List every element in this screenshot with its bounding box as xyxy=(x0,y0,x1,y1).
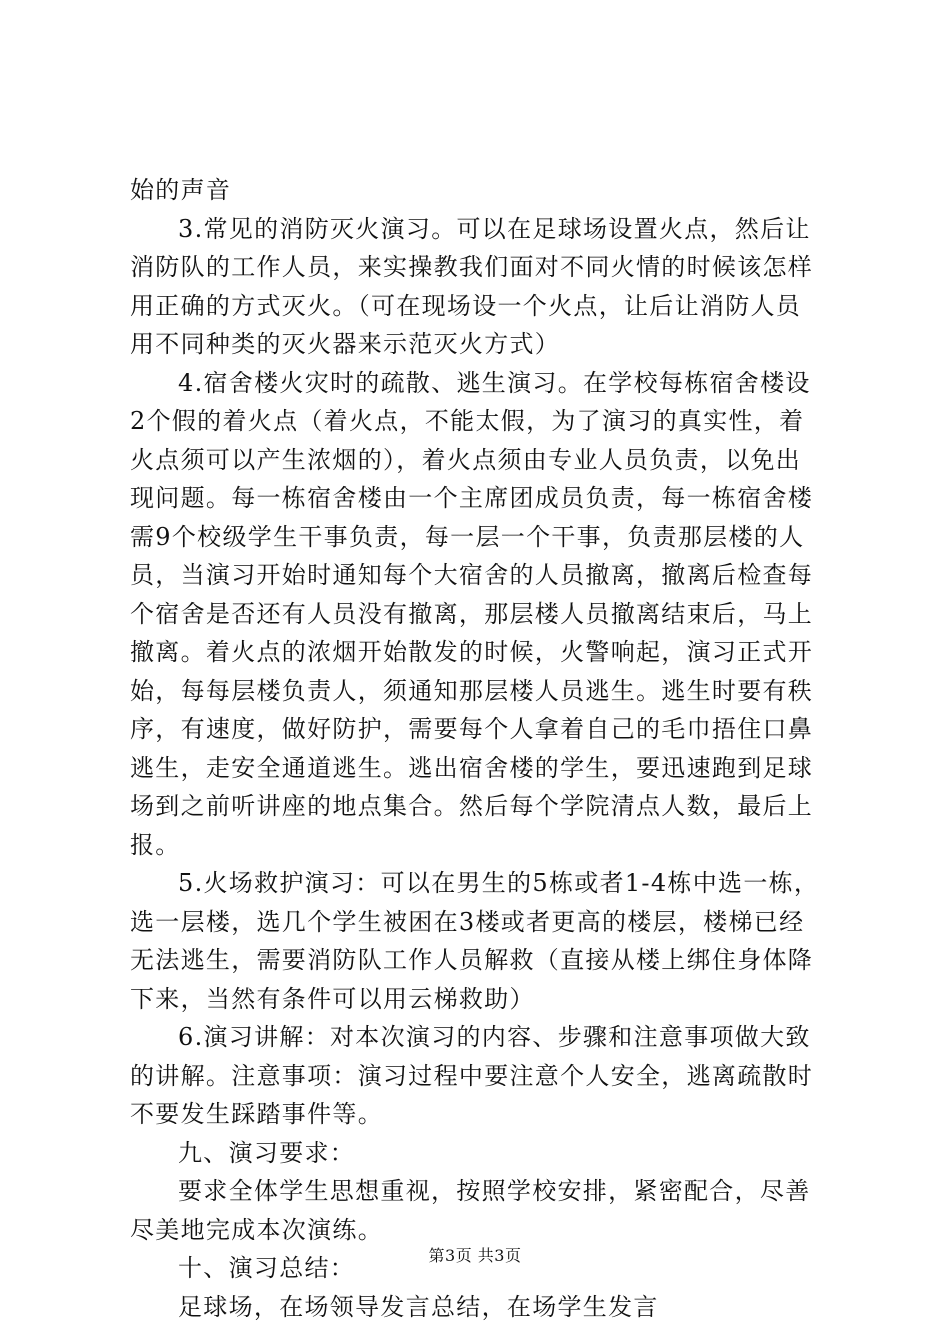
text-line: 十、演习总结： xyxy=(178,1254,356,1282)
text-line: 5.火场救护演习：可以在男生的5栋或者1-4栋中选一栋， xyxy=(178,869,820,897)
page-footer: 第3页 共3页 xyxy=(428,1246,522,1265)
text-line: 撤离。着火点的浓烟开始散发的时候，火警响起，演习正式开 xyxy=(130,638,814,666)
text-line: 的讲解。注意事项：演习过程中要注意个人安全，逃离疏散时 xyxy=(130,1061,814,1090)
text-line: 3.常见的消防灭火演习。可以在足球场设置火点，然后让 xyxy=(178,214,811,243)
text-line: 火点须可以产生浓烟的），着火点须由专业人员负责，以免出 xyxy=(130,445,802,474)
text-line: 消防队的工作人员，来实操教我们面对不同火情的时候该怎样 xyxy=(130,253,814,281)
text-line: 现问题。每一栋宿舍楼由一个主席团成员负责，每一栋宿舍楼 xyxy=(130,484,814,512)
text-line: 始的声音 xyxy=(130,176,232,204)
text-line: 尽美地完成本次演练。 xyxy=(130,1215,383,1244)
text-line: 员，当演习开始时通知每个大宿舍的人员撤离，撤离后检查每 xyxy=(130,561,814,589)
text-line: 九、演习要求： xyxy=(178,1138,356,1167)
text-line: 无法逃生，需要消防队工作人员解救（直接从楼上绑住身体降 xyxy=(130,946,814,974)
text-line: 始，每每层楼负责人，须通知那层楼人员逃生。逃生时要有秩 xyxy=(130,676,814,705)
text-line: 2个假的着火点（着火点，不能太假，为了演习的真实性，着 xyxy=(130,407,805,435)
text-line: 不要发生踩踏事件等。 xyxy=(130,1100,383,1128)
text-line: 4.宿舍楼火灾时的疏散、逃生演习。在学校每栋宿舍楼设 xyxy=(178,368,811,397)
text-line: 报。 xyxy=(130,830,181,859)
text-line: 足球场，在场领导发言总结，在场学生发言 xyxy=(178,1292,659,1321)
text-line: 要求全体学生思想重视，按照学校安排，紧密配合，尽善 xyxy=(178,1177,811,1205)
text-line: 序，有速度，做好防护，需要每个人拿着自己的毛巾捂住口鼻 xyxy=(130,715,814,743)
text-line: 需9个校级学生干事负责，每一层一个干事，负责那层楼的人 xyxy=(130,522,805,551)
text-line: 用不同种类的灭火器来示范灭火方式） xyxy=(130,330,561,358)
text-line: 选一层楼，选几个学生被困在3楼或者更高的楼层，楼梯已经 xyxy=(130,907,805,936)
text-line: 下来，当然有条件可以用云梯救助） xyxy=(130,984,535,1013)
text-line: 个宿舍是否还有人员没有撤离，那层楼人员撤离结束后，马上 xyxy=(130,599,814,628)
text-line: 用正确的方式灭火。（可在现场设一个火点，让后让消防人员 xyxy=(130,291,802,320)
document-body xyxy=(130,171,830,1326)
text-line: 逃生，走安全通道逃生。逃出宿舍楼的学生，要迅速跑到足球 xyxy=(130,753,814,782)
text-line: 6.演习讲解：对本次演习的内容、步骤和注意事项做大致 xyxy=(178,1023,811,1051)
text-line: 场到之前听讲座的地点集合。然后每个学院清点人数，最后上 xyxy=(130,792,814,820)
